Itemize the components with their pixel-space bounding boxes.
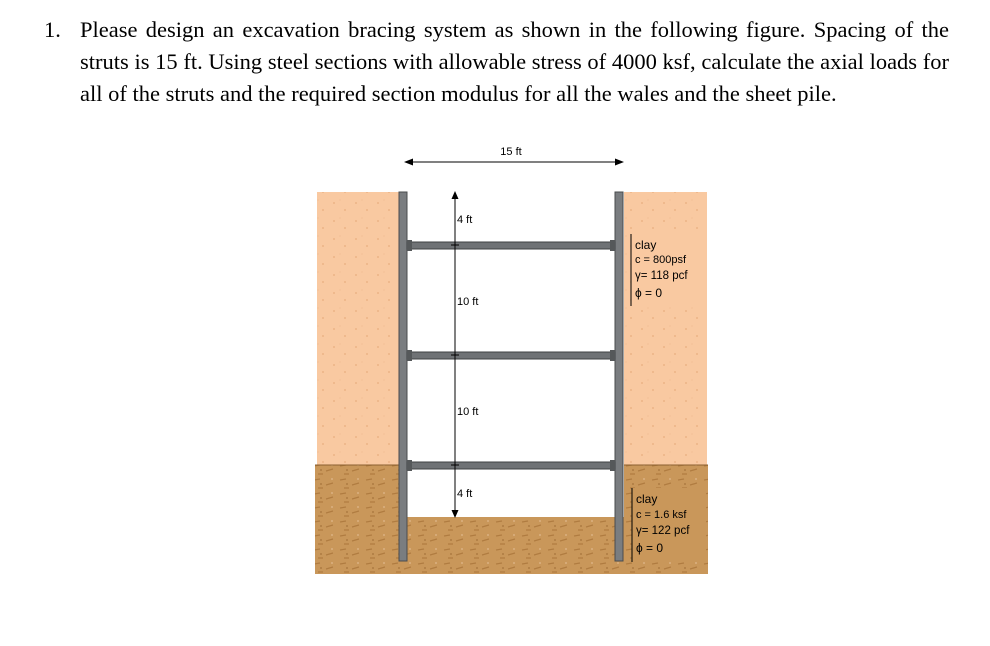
depth-label-4: 4 ft xyxy=(457,488,473,500)
width-dimension xyxy=(404,159,624,166)
depth-label-1: 4 ft xyxy=(457,214,473,226)
depth-label-3: 10 ft xyxy=(457,406,479,418)
lower-soil-bottom-texture xyxy=(399,517,624,574)
lower-soil-unit-weight: γ= 122 pcf xyxy=(636,525,690,537)
upper-soil-unit-weight: γ= 118 pcf xyxy=(635,270,688,282)
lower-soil-left-texture xyxy=(315,465,399,574)
problem-text: Please design an excavation bracing system as shown in the following figure. Spacing of the struts is 15 ft. Using steel sections with allowable stress of 4000 ksf, calculate the axial loads for all of the struts and the required section modulus for all the wales and the sheet pile. xyxy=(80,17,949,106)
upper-soil-type: clay xyxy=(635,238,657,252)
width-label: 15 ft xyxy=(500,146,522,158)
sheet-pile-left xyxy=(399,192,407,561)
strut-3 xyxy=(407,460,615,471)
upper-soil-left-texture xyxy=(317,192,399,465)
upper-soil-friction-angle: ϕ = 0 xyxy=(635,286,663,300)
upper-soil-cohesion: c = 800psf xyxy=(635,254,687,266)
depth-label-2: 10 ft xyxy=(457,296,479,308)
lower-soil-cohesion: c = 1.6 ksf xyxy=(636,509,687,521)
strut-2 xyxy=(407,350,615,361)
lower-soil-friction-angle: ϕ = 0 xyxy=(636,541,664,555)
sheet-pile-right xyxy=(615,192,623,561)
upper-soil-right-texture xyxy=(624,192,707,465)
strut-1 xyxy=(407,240,615,251)
problem-number: 1. xyxy=(44,17,61,42)
lower-soil-type: clay xyxy=(636,492,658,506)
